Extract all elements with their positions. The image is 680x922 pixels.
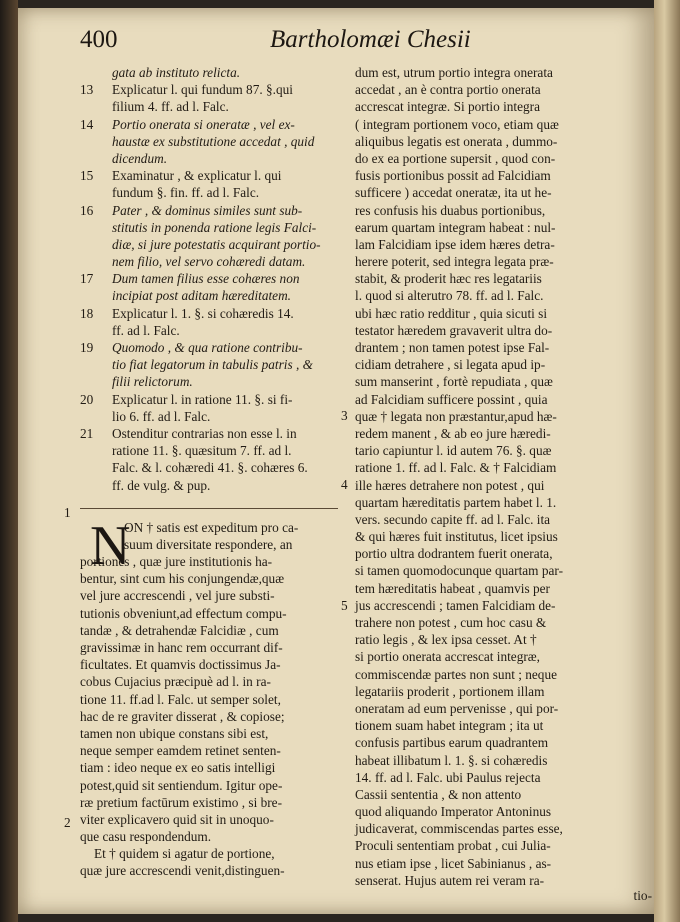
margin-number-1: 1	[64, 505, 71, 520]
body-line: herere poterit, sed integra legata præ-	[355, 254, 554, 270]
summary-line	[80, 184, 342, 201]
summary-line	[80, 391, 342, 408]
body-line: jus accrescendi ; tamen Falcidiam de-	[355, 597, 556, 613]
body-line: tem hæreditatis habeat , quamvis per	[355, 580, 550, 596]
body-line: si tamen quomodocunque quartam par-	[355, 563, 563, 579]
body-line: judicaverat, commiscendas partes esse,	[355, 821, 563, 837]
body-line: ad Falcidiam sufficere possint , quia	[355, 391, 548, 407]
summary-number: 16	[80, 202, 94, 218]
summary-line	[80, 373, 342, 390]
summary-line	[80, 116, 342, 133]
summary-text: Falc. & l. cohæredi 41. §. cohæres 6.	[112, 460, 308, 476]
summary-line	[80, 150, 342, 167]
body-line: que casu respondendum.	[80, 829, 212, 845]
body-line: neque semper eamdem retinet senten-	[80, 743, 281, 759]
summary-text: ff. ad l. Falc.	[112, 322, 180, 338]
summary-text: ff. de vulg. & pup.	[112, 477, 211, 493]
body-line: ille hæres detrahere non potest , qui	[355, 477, 545, 493]
body-line: tamen non ubique constans sibi est,	[80, 725, 269, 741]
summary-line	[80, 477, 342, 494]
summary-line	[80, 236, 342, 253]
body-line: lam Falcidiam ipse idem hæres detra-	[355, 236, 555, 252]
body-line: do ex ea portione supersit , quod con-	[355, 150, 556, 166]
body-line: legatariis proderit , portionem illam	[355, 683, 545, 699]
body-line: Et † quidem si agatur de portione,	[94, 846, 275, 862]
body-line: stabit, & proderit hæc res legatariis	[355, 271, 542, 287]
body-line: bentur, sint cum his conjungendæ,quæ	[80, 571, 285, 587]
summary-line	[80, 425, 342, 442]
summary-line	[80, 270, 342, 287]
body-line: nus etiam ipse , licet Sabinianus , as-	[355, 855, 552, 871]
body-line: ratio legis , & lex ipsa cesset. At †	[355, 632, 537, 648]
summary-text: haustæ ex substitutione accedat , quid	[112, 133, 315, 149]
left-column	[80, 64, 342, 880]
body-line: trahere non potest , cum hoc casu &	[355, 615, 547, 630]
body-line: earum quartam integram habeat : nul-	[355, 219, 556, 235]
summary-text: tio fiat legatorum in tabulis patris , &	[112, 357, 313, 373]
body-line: 14. ff. ad l. Falc. ubi Paulus rejecta	[355, 769, 541, 785]
body-line: redem manent , & ab eo jure hæredi-	[355, 425, 551, 441]
left-body-text	[80, 514, 342, 880]
summary-text: Explicatur l. qui fundum 87. §.qui	[112, 82, 293, 98]
summary-text: incipiat post aditam hæreditatem.	[112, 288, 292, 304]
body-line: ( integram portionem voco, etiam quæ	[355, 116, 559, 132]
body-line: fusis portionibus possit ad Falcidiam	[355, 168, 551, 184]
body-line: si portio onerata accrescat integræ,	[355, 649, 540, 665]
body-line: oneratam ad eum pervenisse , qui por-	[355, 700, 559, 716]
summary-line	[80, 167, 342, 184]
body-line: ON † satis est expeditum pro ca-	[124, 519, 299, 535]
summary-text: Dum tamen filius esse cohæres non	[112, 271, 300, 287]
summary-number: 20	[80, 391, 94, 407]
body-line: ubi hæc ratio redditur , quia sicuti si	[355, 305, 548, 321]
section-divider	[80, 508, 338, 509]
body-line: sufficere ) accedat oneratæ, ita ut he-	[355, 185, 552, 201]
summary-text: Explicatur l. 1. §. si cohæredis 14.	[112, 305, 294, 321]
summary-number: 21	[80, 425, 94, 441]
body-line: cidiam detrahere , si legata apud ip-	[355, 357, 546, 373]
summary-line	[80, 64, 342, 81]
body-line: tiam : ideo neque ex eo satis intelligi	[80, 760, 276, 776]
body-line: dum est, utrum portio integra onerata	[355, 65, 553, 80]
body-line: Cassii sententia , & non attento	[355, 786, 522, 802]
margin-number-2: 2	[64, 815, 71, 830]
summary-line	[80, 339, 342, 356]
body-line: quæ † legata non præstantur,apud hæ-	[355, 408, 557, 424]
summary-text: Ostenditur contrarias non esse l. in	[112, 425, 297, 441]
body-line: ræ pretium factūrum existimo , si bre-	[80, 794, 282, 810]
right-column	[355, 64, 629, 889]
summary-line	[80, 322, 342, 339]
body-line: tutionis obveniunt,ad effectum compu-	[80, 605, 287, 621]
body-line: drantem ; non tamen potest ipse Fal-	[355, 340, 550, 355]
body-line: quartam hæreditatis partem habet l. 1.	[355, 494, 557, 510]
body-line: vers. secundo capite ff. ad l. Falc. ita	[355, 511, 551, 527]
body-line: potest,quid sit sentiendum. Igitur ope-	[80, 777, 283, 793]
body-line: ratione 1. ff. ad l. Falc. & † Falcidiam	[355, 460, 557, 476]
body-line: aliquibus legatis est onerata , dummo-	[355, 133, 558, 149]
body-line: hac de re graviter disserat , & copiose;	[80, 708, 285, 724]
summary-text: filium 4. ff. ad l. Falc.	[112, 99, 229, 115]
body-line: tandæ , & detrahendæ Falcidiæ , cum	[80, 622, 279, 638]
body-line: portio ultra dodrantem fuerit onerata,	[355, 546, 553, 562]
summary-text: nem filio, vel servo cohæredi datam.	[112, 254, 306, 270]
body-line: tione 11. ff.ad l. Falc. ut semper solet,	[80, 691, 281, 707]
body-line: Proculi sententiam probat , cui Julia-	[355, 838, 551, 854]
summary-text: Pater , & dominus similes sunt sub-	[112, 202, 303, 218]
next-page-edge	[654, 0, 680, 922]
body-line: quod aliquando Imperator Antoninus	[355, 804, 552, 820]
summary-line	[80, 356, 342, 373]
summary-number: 13	[80, 82, 94, 98]
body-line: suum diversitate respondere, an	[124, 536, 293, 552]
summary-text: fundum §. fin. ff. ad l. Falc.	[112, 185, 260, 201]
body-line: tario capiuntur l. id autem 76. §. quæ	[355, 443, 552, 459]
summary-line	[80, 408, 342, 425]
summary-number: 14	[80, 116, 94, 132]
summary-line	[80, 442, 342, 459]
page-header	[80, 26, 490, 66]
body-line: accedat , an è contra portio onerata	[355, 82, 541, 98]
margin-number-3: 3	[341, 408, 348, 423]
body-line: quæ jure accrescendi venit,distinguen-	[80, 863, 285, 879]
summary-list	[80, 64, 342, 494]
body-line: viter explicavero quid sit in unoquo-	[80, 811, 274, 827]
summary-line	[80, 98, 342, 115]
summary-text: Explicatur l. in ratione 11. §. si fi-	[112, 391, 293, 407]
summary-text: filii relictorum.	[112, 374, 193, 390]
margin-number-4: 4	[341, 477, 348, 492]
body-line: cobus Cujacius præcipuè ad l. in ra-	[80, 674, 271, 690]
body-line: gravissimæ in hanc rem occurrant dif-	[80, 640, 283, 655]
summary-text: Quomodo , & qua ratione contribu-	[112, 340, 303, 355]
summary-text: dicendum.	[112, 150, 168, 166]
body-line: vel jure accrescendi , vel jure substi-	[80, 588, 275, 604]
summary-line	[80, 305, 342, 322]
summary-text: ratione 11. §. quæsitum 7. ff. ad l.	[112, 443, 292, 459]
body-line: testator hæredem gravaverit ultra do-	[355, 322, 553, 338]
summary-number: 15	[80, 168, 94, 184]
summary-text: Portio onerata si oneratæ , vel ex-	[112, 116, 295, 132]
book-gutter	[0, 0, 18, 922]
summary-text: gata ab instituto relicta.	[112, 65, 241, 80]
body-line: l. quod si alterutro 78. ff. ad l. Falc.	[355, 288, 544, 304]
catchword: tio-	[633, 888, 652, 903]
body-line: res confusis his duabus portionibus,	[355, 202, 546, 218]
margin-number-5: 5	[341, 598, 348, 613]
body-line: ficultates. Et quamvis doctissimus Ja-	[80, 657, 281, 673]
drop-cap: N	[90, 514, 131, 577]
body-line: sum manserint , fortè repudiata , quæ	[355, 374, 553, 390]
summary-line	[80, 202, 342, 219]
summary-line	[80, 459, 342, 476]
summary-text: diæ, si jure potestatis acquirant portio-	[112, 236, 321, 252]
body-line: accrescat integræ. Si portio integra	[355, 99, 540, 115]
summary-text: Examinatur , & explicatur l. qui	[112, 168, 282, 184]
body-line: & qui hæres fuit institutus, licet ipsius	[355, 529, 558, 545]
running-title: Bartholomæi Chesii	[270, 26, 471, 53]
summary-line	[80, 219, 342, 236]
summary-text: stitutis in ponenda ratione legis Falci-	[112, 219, 317, 235]
summary-number: 19	[80, 340, 94, 355]
body-line: habeat illibatum l. 1. §. si cohæredis	[355, 752, 548, 768]
body-line: portiones , quæ jure institutionis ha-	[80, 554, 273, 570]
body-line: senserat. Hujus autem rei veram ra-	[355, 872, 545, 888]
body-line: confusis partibus earum quadrantem	[355, 735, 549, 751]
body-line: commiscendæ partes non sunt ; neque	[355, 666, 557, 682]
summary-line	[80, 287, 342, 304]
summary-text: lio 6. ff. ad l. Falc.	[112, 408, 211, 424]
summary-line	[80, 81, 342, 98]
summary-line	[80, 253, 342, 270]
summary-line	[80, 133, 342, 150]
summary-number: 17	[80, 271, 94, 287]
body-line: tionem suam habet integram ; ita ut	[355, 718, 544, 734]
summary-number: 18	[80, 305, 94, 321]
page-number: 400	[80, 26, 118, 53]
